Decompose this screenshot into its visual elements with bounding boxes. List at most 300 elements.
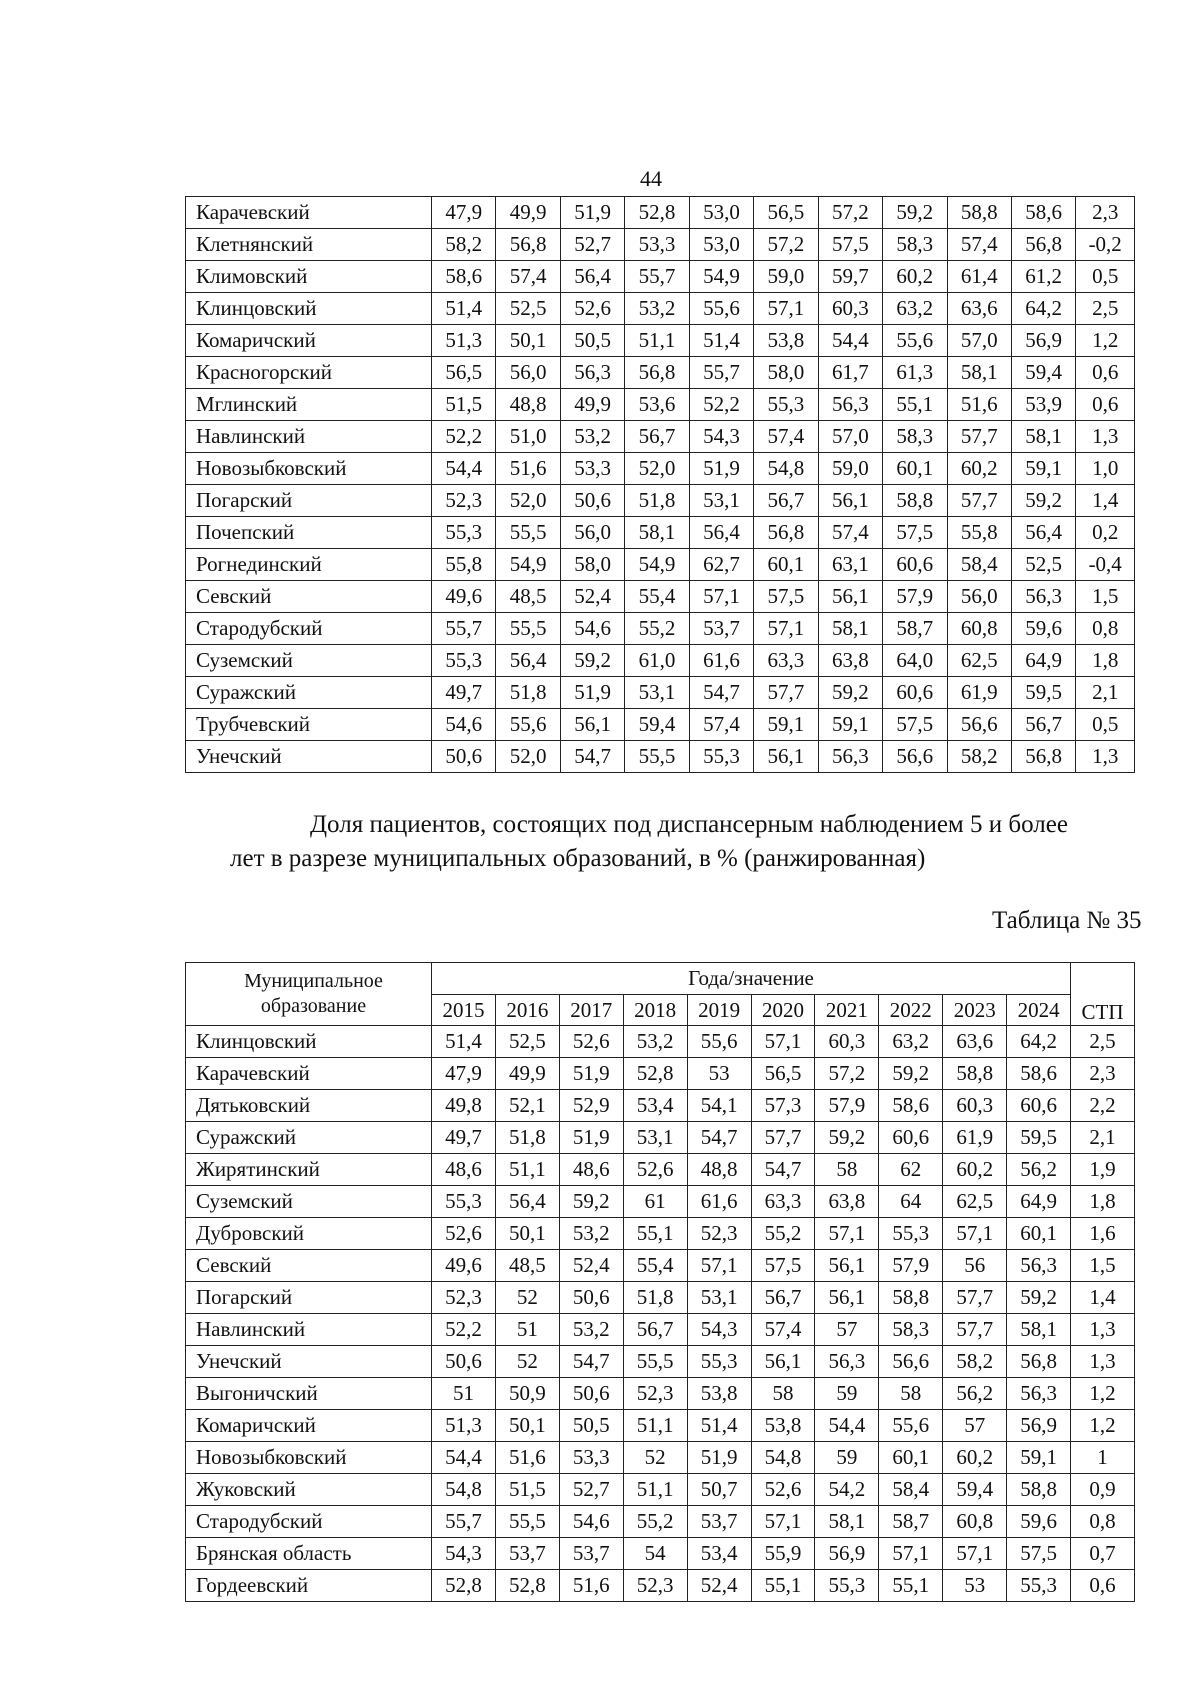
value-cell: 51,3 — [432, 325, 496, 357]
value-cell: 55,7 — [432, 1506, 496, 1538]
value-cell: 51,4 — [687, 1410, 751, 1442]
value-cell: 52,3 — [687, 1218, 751, 1250]
value-cell: 51,5 — [432, 389, 496, 421]
table-row — [186, 645, 1135, 677]
value-cell: 53,4 — [687, 1538, 751, 1570]
value-cell: 60,3 — [943, 1090, 1007, 1122]
value-cell: 53,1 — [623, 1122, 687, 1154]
table-row — [186, 1538, 1135, 1570]
value-cell: 55,7 — [432, 613, 496, 645]
value-cell: 56,3 — [1007, 1250, 1071, 1282]
value-cell: 59,0 — [754, 261, 818, 293]
value-cell: 52,6 — [432, 1218, 496, 1250]
value-cell: 52,8 — [495, 1570, 559, 1602]
value-cell: 57,0 — [947, 325, 1011, 357]
value-cell: 55,5 — [623, 1346, 687, 1378]
table-row — [186, 1570, 1135, 1602]
value-cell: 55,7 — [689, 357, 753, 389]
table-row — [186, 1090, 1135, 1122]
value-cell: 54,3 — [689, 421, 753, 453]
value-cell: 58,0 — [754, 357, 818, 389]
value-cell: 57,2 — [815, 1058, 879, 1090]
value-cell: 54,4 — [818, 325, 882, 357]
value-cell: 52,6 — [559, 1026, 623, 1058]
value-cell: 53,6 — [625, 389, 689, 421]
value-cell: 59,4 — [943, 1474, 1007, 1506]
municipality-cell: Мглинский — [186, 389, 432, 421]
value-cell: 56,3 — [815, 1346, 879, 1378]
municipality-cell: Красногорский — [186, 357, 432, 389]
value-cell: 62,5 — [943, 1186, 1007, 1218]
value-cell: 59,2 — [815, 1122, 879, 1154]
value-cell: 58,8 — [879, 1282, 943, 1314]
municipality-cell: Климовский — [186, 261, 432, 293]
value-cell: 56,3 — [818, 389, 882, 421]
value-cell: 52,0 — [625, 453, 689, 485]
value-cell: 57,1 — [751, 1026, 815, 1058]
value-cell: 58,1 — [625, 517, 689, 549]
municipality-cell: Навлинский — [186, 1314, 432, 1346]
value-cell: 51,6 — [947, 389, 1011, 421]
municipality-cell: Комаричский — [186, 325, 432, 357]
value-cell: 52,5 — [496, 293, 560, 325]
value-cell: 57,5 — [883, 709, 947, 741]
value-cell: 55,3 — [432, 517, 496, 549]
value-cell: 56,5 — [432, 357, 496, 389]
value-cell: 56,1 — [751, 1346, 815, 1378]
value-cell: 52,5 — [1011, 549, 1075, 581]
municipality-cell: Выгоничский — [186, 1378, 432, 1410]
table-row — [186, 389, 1135, 421]
value-cell: 53,9 — [1011, 389, 1075, 421]
table-row — [186, 549, 1135, 581]
value-cell: 53,2 — [625, 293, 689, 325]
value-cell: 52 — [495, 1346, 559, 1378]
municipality-cell: Унечский — [186, 741, 432, 773]
value-cell: 54 — [623, 1538, 687, 1570]
municipality-cell: Жирятинский — [186, 1154, 432, 1186]
value-cell: 56,8 — [1011, 741, 1075, 773]
column-header-year: 2023 — [943, 995, 1007, 1026]
municipality-cell: Унечский — [186, 1346, 432, 1378]
value-cell: 51,8 — [496, 677, 560, 709]
stp-cell: 1,5 — [1071, 1250, 1135, 1282]
value-cell: 51,4 — [432, 293, 496, 325]
value-cell: 52,2 — [432, 421, 496, 453]
value-cell: 59,1 — [1007, 1442, 1071, 1474]
value-cell: 60,6 — [883, 549, 947, 581]
value-cell: 61,7 — [818, 357, 882, 389]
value-cell: 59,5 — [1011, 677, 1075, 709]
table-row — [186, 325, 1135, 357]
continued-data-table — [185, 196, 1135, 773]
value-cell: 53,2 — [623, 1026, 687, 1058]
value-cell: 53,0 — [689, 197, 753, 229]
table-row — [186, 517, 1135, 549]
value-cell: 56,9 — [1007, 1410, 1071, 1442]
table-row — [186, 1122, 1135, 1154]
value-cell: 55,6 — [879, 1410, 943, 1442]
value-cell: 54,9 — [625, 549, 689, 581]
column-header-year: 2016 — [495, 995, 559, 1026]
value-cell: 53,3 — [625, 229, 689, 261]
municipality-cell: Карачевский — [186, 197, 432, 229]
value-cell: 51,9 — [689, 453, 753, 485]
value-cell: 61,0 — [625, 645, 689, 677]
table-row — [186, 1410, 1135, 1442]
value-cell: 55,7 — [625, 261, 689, 293]
stp-cell: 0,5 — [1076, 261, 1135, 293]
value-cell: 53,3 — [559, 1442, 623, 1474]
value-cell: 50,6 — [560, 485, 624, 517]
value-cell: 50,1 — [496, 325, 560, 357]
value-cell: 57,1 — [687, 1250, 751, 1282]
stp-cell: 0,8 — [1071, 1506, 1135, 1538]
value-cell: 56,1 — [815, 1282, 879, 1314]
value-cell: 60,2 — [883, 261, 947, 293]
stp-cell: 1,3 — [1076, 421, 1135, 453]
stp-cell: 0,7 — [1071, 1538, 1135, 1570]
value-cell: 51 — [495, 1314, 559, 1346]
value-cell: 56,0 — [496, 357, 560, 389]
value-cell: 53,4 — [623, 1090, 687, 1122]
stp-cell: 2,1 — [1076, 677, 1135, 709]
value-cell: 58,8 — [943, 1058, 1007, 1090]
value-cell: 63,8 — [815, 1186, 879, 1218]
stp-cell: 0,6 — [1071, 1570, 1135, 1602]
value-cell: 51,9 — [559, 1058, 623, 1090]
value-cell: 58,1 — [818, 613, 882, 645]
value-cell: 53,1 — [687, 1282, 751, 1314]
value-cell: 58,4 — [879, 1474, 943, 1506]
table-row — [186, 1506, 1135, 1538]
value-cell: 49,6 — [432, 1250, 496, 1282]
value-cell: 64,2 — [1011, 293, 1075, 325]
value-cell: 55,5 — [495, 1506, 559, 1538]
value-cell: 58,7 — [883, 613, 947, 645]
table-row — [186, 1346, 1135, 1378]
municipality-cell: Севский — [186, 581, 432, 613]
table-row — [186, 293, 1135, 325]
value-cell: 60,1 — [883, 453, 947, 485]
value-cell: 60,6 — [1007, 1090, 1071, 1122]
value-cell: 54,2 — [815, 1474, 879, 1506]
value-cell: 57,1 — [754, 613, 818, 645]
value-cell: 63,6 — [943, 1026, 1007, 1058]
value-cell: 52,2 — [432, 1314, 496, 1346]
value-cell: 63,1 — [818, 549, 882, 581]
value-cell: 59,2 — [879, 1058, 943, 1090]
value-cell: 57,4 — [689, 709, 753, 741]
stp-cell: 1,4 — [1076, 485, 1135, 517]
value-cell: 53 — [943, 1570, 1007, 1602]
value-cell: 51,9 — [687, 1442, 751, 1474]
value-cell: 57 — [815, 1314, 879, 1346]
value-cell: 55,2 — [751, 1218, 815, 1250]
stp-cell: 1,9 — [1071, 1154, 1135, 1186]
value-cell: 58,6 — [879, 1090, 943, 1122]
value-cell: 63,8 — [818, 645, 882, 677]
value-cell: 60,2 — [943, 1442, 1007, 1474]
stp-cell: 2,5 — [1071, 1026, 1135, 1058]
value-cell: 53,1 — [625, 677, 689, 709]
value-cell: 55,1 — [623, 1218, 687, 1250]
table-row — [186, 1154, 1135, 1186]
value-cell: 61,9 — [947, 677, 1011, 709]
stp-cell: 1,0 — [1076, 453, 1135, 485]
table-row — [186, 613, 1135, 645]
value-cell: 53,7 — [495, 1538, 559, 1570]
value-cell: 53,8 — [751, 1410, 815, 1442]
value-cell: 61,6 — [689, 645, 753, 677]
value-cell: 53,8 — [687, 1378, 751, 1410]
stp-cell: 2,2 — [1071, 1090, 1135, 1122]
table-row — [186, 421, 1135, 453]
value-cell: 59,0 — [818, 453, 882, 485]
value-cell: 57,5 — [883, 517, 947, 549]
stp-cell: 1,3 — [1071, 1346, 1135, 1378]
value-cell: 57,0 — [818, 421, 882, 453]
value-cell: 52,8 — [432, 1570, 496, 1602]
value-cell: 50,6 — [559, 1282, 623, 1314]
value-cell: 56,4 — [496, 645, 560, 677]
value-cell: 58,3 — [883, 421, 947, 453]
value-cell: 51,3 — [432, 1410, 496, 1442]
stp-cell: 2,1 — [1071, 1122, 1135, 1154]
value-cell: 59,1 — [1011, 453, 1075, 485]
value-cell: 53,7 — [687, 1506, 751, 1538]
value-cell: 52,1 — [495, 1090, 559, 1122]
value-cell: 54,4 — [815, 1410, 879, 1442]
value-cell: 51,8 — [623, 1282, 687, 1314]
value-cell: 52,6 — [623, 1154, 687, 1186]
municipality-cell: Жуковский — [186, 1474, 432, 1506]
municipality-cell: Суражский — [186, 1122, 432, 1154]
stp-cell: 1,2 — [1071, 1378, 1135, 1410]
value-cell: 58,6 — [1007, 1058, 1071, 1090]
value-cell: 58,8 — [947, 197, 1011, 229]
value-cell: 55,5 — [496, 517, 560, 549]
municipality-cell: Почепский — [186, 517, 432, 549]
stp-cell: -0,4 — [1076, 549, 1135, 581]
table-row — [186, 261, 1135, 293]
table-row — [186, 1314, 1135, 1346]
table-row — [186, 1442, 1135, 1474]
value-cell: 56,8 — [754, 517, 818, 549]
value-cell: 51 — [432, 1378, 496, 1410]
column-header-years-group: Года/значение — [432, 963, 1071, 995]
stp-cell: 1,3 — [1071, 1314, 1135, 1346]
column-header-year: 2021 — [815, 995, 879, 1026]
value-cell: 52,3 — [623, 1570, 687, 1602]
value-cell: 61 — [623, 1186, 687, 1218]
value-cell: 57,4 — [496, 261, 560, 293]
value-cell: 54,6 — [432, 709, 496, 741]
value-cell: 52,0 — [496, 741, 560, 773]
value-cell: 56,9 — [815, 1538, 879, 1570]
value-cell: 56,9 — [1011, 325, 1075, 357]
value-cell: 58,1 — [815, 1506, 879, 1538]
value-cell: 56,7 — [754, 485, 818, 517]
value-cell: 56,1 — [754, 741, 818, 773]
value-cell: 58 — [815, 1154, 879, 1186]
municipality-cell: Комаричский — [186, 1410, 432, 1442]
value-cell: 57,1 — [751, 1506, 815, 1538]
value-cell: 64,9 — [1011, 645, 1075, 677]
value-cell: 54,8 — [751, 1442, 815, 1474]
column-header-year: 2017 — [559, 995, 623, 1026]
value-cell: 49,9 — [560, 389, 624, 421]
column-header-year: 2015 — [432, 995, 496, 1026]
stp-cell: 1,5 — [1076, 581, 1135, 613]
value-cell: 58,1 — [1007, 1314, 1071, 1346]
table-row — [186, 581, 1135, 613]
table-row — [186, 453, 1135, 485]
value-cell: 57,1 — [754, 293, 818, 325]
value-cell: 59,2 — [1011, 485, 1075, 517]
value-cell: 56,1 — [560, 709, 624, 741]
value-cell: 57,9 — [883, 581, 947, 613]
value-cell: 56,7 — [751, 1282, 815, 1314]
municipality-cell: Трубчевский — [186, 709, 432, 741]
value-cell: 59,2 — [560, 645, 624, 677]
value-cell: 58,2 — [943, 1346, 1007, 1378]
value-cell: 55,3 — [687, 1346, 751, 1378]
municipality-cell: Погарский — [186, 485, 432, 517]
municipality-cell: Клинцовский — [186, 1026, 432, 1058]
value-cell: 55,3 — [815, 1570, 879, 1602]
table-row — [186, 1058, 1135, 1090]
table-title-line-2: лет в разрезе муниципальных образований, в % (ранжированная) — [230, 845, 926, 872]
column-header-municipality: Муниципальное образование — [186, 963, 432, 1026]
value-cell: 61,3 — [883, 357, 947, 389]
value-cell: 58,3 — [879, 1314, 943, 1346]
value-cell: 48,5 — [495, 1250, 559, 1282]
value-cell: 52,8 — [625, 197, 689, 229]
value-cell: 57,7 — [943, 1282, 1007, 1314]
municipality-cell: Навлинский — [186, 421, 432, 453]
municipality-cell: Погарский — [186, 1282, 432, 1314]
value-cell: 57,7 — [754, 677, 818, 709]
table-row — [186, 741, 1135, 773]
value-cell: 57,4 — [947, 229, 1011, 261]
value-cell: 59,2 — [559, 1186, 623, 1218]
value-cell: 51,4 — [689, 325, 753, 357]
value-cell: 51,6 — [559, 1570, 623, 1602]
value-cell: 57,3 — [751, 1090, 815, 1122]
value-cell: 55,8 — [947, 517, 1011, 549]
value-cell: 57,5 — [818, 229, 882, 261]
value-cell: 55,3 — [754, 389, 818, 421]
value-cell: 54,6 — [560, 613, 624, 645]
column-header-stp: СТП — [1071, 963, 1135, 1026]
value-cell: 56,3 — [818, 741, 882, 773]
value-cell: 56,4 — [495, 1186, 559, 1218]
value-cell: 53,2 — [560, 421, 624, 453]
value-cell: 61,4 — [947, 261, 1011, 293]
value-cell: 51,1 — [623, 1410, 687, 1442]
value-cell: 55,9 — [751, 1538, 815, 1570]
value-cell: 57,9 — [815, 1090, 879, 1122]
stp-cell: 0,6 — [1076, 357, 1135, 389]
value-cell: 54,3 — [687, 1314, 751, 1346]
value-cell: 56,0 — [560, 517, 624, 549]
value-cell: 52,3 — [432, 1282, 496, 1314]
value-cell: 58 — [751, 1378, 815, 1410]
value-cell: 59,7 — [818, 261, 882, 293]
value-cell: 62,5 — [947, 645, 1011, 677]
value-cell: 55,1 — [879, 1570, 943, 1602]
value-cell: 55,2 — [623, 1506, 687, 1538]
value-cell: 51,4 — [432, 1026, 496, 1058]
value-cell: 58,8 — [1007, 1474, 1071, 1506]
value-cell: 54,9 — [496, 549, 560, 581]
value-cell: 55,3 — [432, 645, 496, 677]
table-row — [186, 1378, 1135, 1410]
value-cell: 54,8 — [754, 453, 818, 485]
municipality-cell: Клетнянский — [186, 229, 432, 261]
table-title-line-1: Доля пациентов, состоящих под диспансерным наблюдением 5 и более — [310, 811, 1068, 838]
value-cell: 52,8 — [623, 1058, 687, 1090]
value-cell: 63,2 — [883, 293, 947, 325]
value-cell: 47,9 — [432, 1058, 496, 1090]
value-cell: 60,3 — [815, 1026, 879, 1058]
value-cell: 55,1 — [751, 1570, 815, 1602]
stp-cell: 0,6 — [1076, 389, 1135, 421]
value-cell: 56,2 — [1007, 1154, 1071, 1186]
value-cell: 54,3 — [432, 1538, 496, 1570]
value-cell: 54,7 — [689, 677, 753, 709]
value-cell: 56,4 — [689, 517, 753, 549]
value-cell: 57,5 — [1007, 1538, 1071, 1570]
table-row — [186, 197, 1135, 229]
value-cell: 57,1 — [689, 581, 753, 613]
value-cell: 52,3 — [623, 1378, 687, 1410]
value-cell: 54,7 — [560, 741, 624, 773]
value-cell: 50,6 — [432, 1346, 496, 1378]
value-cell: 58,2 — [947, 741, 1011, 773]
municipality-cell: Дятьковский — [186, 1090, 432, 1122]
value-cell: 56,0 — [947, 581, 1011, 613]
value-cell: 49,9 — [495, 1058, 559, 1090]
value-cell: 52,4 — [687, 1570, 751, 1602]
table-row — [186, 1250, 1135, 1282]
value-cell: 59,2 — [818, 677, 882, 709]
value-cell: 56,2 — [943, 1378, 1007, 1410]
stp-cell: 1,8 — [1071, 1186, 1135, 1218]
value-cell: 59,1 — [818, 709, 882, 741]
value-cell: 48,5 — [496, 581, 560, 613]
value-cell: 64 — [879, 1186, 943, 1218]
value-cell: 55,1 — [883, 389, 947, 421]
stp-cell: 2,3 — [1071, 1058, 1135, 1090]
stp-cell: 1 — [1071, 1442, 1135, 1474]
municipality-cell: Стародубский — [186, 1506, 432, 1538]
value-cell: 53,7 — [559, 1538, 623, 1570]
value-cell: 60,2 — [943, 1154, 1007, 1186]
value-cell: 53,8 — [754, 325, 818, 357]
municipality-cell: Суражский — [186, 677, 432, 709]
value-cell: 52,5 — [495, 1026, 559, 1058]
value-cell: 51,6 — [496, 453, 560, 485]
stp-cell: 1,2 — [1071, 1410, 1135, 1442]
value-cell: 58,4 — [947, 549, 1011, 581]
value-cell: 51,1 — [495, 1154, 559, 1186]
value-cell: 51,9 — [560, 677, 624, 709]
stp-cell: 0,9 — [1071, 1474, 1135, 1506]
value-cell: 63,2 — [879, 1026, 943, 1058]
table-row — [186, 229, 1135, 261]
